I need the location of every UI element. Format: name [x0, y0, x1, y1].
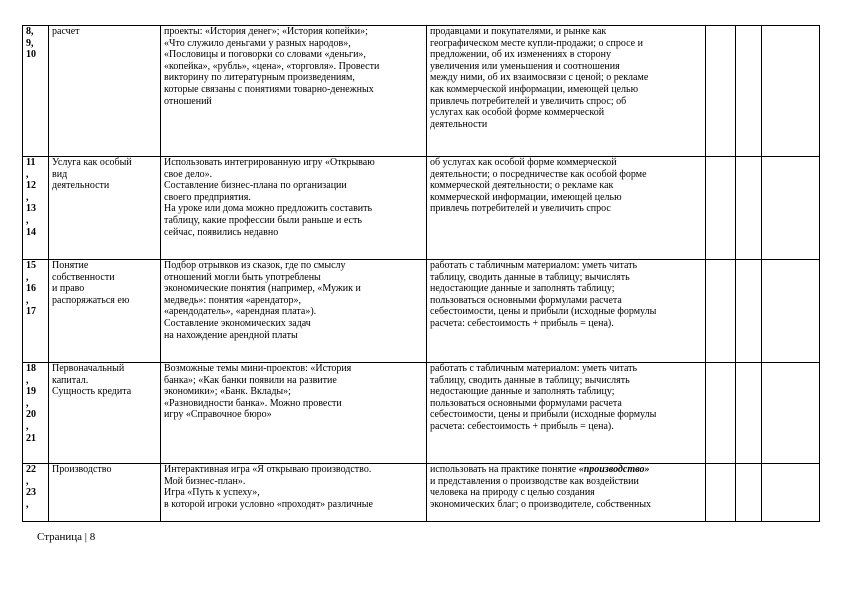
text-line: коммерческой информации, имеющей целью: [430, 191, 622, 203]
text-line: деятельности; о посредничестве как особой форме: [430, 168, 647, 180]
outcomes-emphasis: «производство»: [578, 464, 650, 475]
text-line: продавцами и покупателями, и рынке как: [430, 26, 607, 37]
text-line: экономики»; «Банк. Вклады»;: [164, 386, 291, 398]
empty-cell: [762, 464, 820, 522]
lesson-numbers: [23, 157, 49, 260]
text-line: Сущность кредита: [52, 386, 132, 398]
text-line: услугах как особой форме коммерческой: [430, 107, 605, 119]
text-line: привлечь потребителей и увеличить спрос: [430, 203, 611, 215]
empty-cell: [762, 157, 820, 260]
text-line: и право: [52, 283, 85, 295]
empty-cell: [706, 260, 736, 363]
text-line: экономические понятия (например, «Мужик и: [164, 283, 361, 295]
lesson-number-line: ,: [26, 214, 29, 226]
text-line: недостающие данные и заполнять таблицу;: [430, 283, 615, 295]
activities-cell: [161, 260, 427, 363]
lesson-number-line: 18: [26, 363, 36, 374]
text-line: на нахождение арендной платы: [164, 329, 298, 341]
text-line: вид: [52, 168, 68, 180]
text-line: «копейка», «рубль», «цена», «торговля». Провести: [164, 60, 380, 72]
text-line: которые связаны с понятиями товарно-денежных: [164, 83, 374, 95]
text-line: увеличения или уменьшения и соотношения: [430, 60, 620, 72]
text-line: коммерческой деятельности; о рекламе как: [430, 180, 614, 192]
empty-cell: [706, 464, 736, 522]
text-line: себестоимости, цены и прибыли (исходные формулы: [430, 306, 657, 318]
lesson-number-line: 11: [26, 157, 36, 168]
text-line: На уроке или дома можно предложить составить: [164, 203, 373, 215]
topic-cell: [49, 464, 161, 522]
text-line: медведь»: понятия «арендатор»,: [164, 294, 301, 306]
text-line: пользоваться основными формулами расчета: [430, 397, 622, 409]
text-line: Использовать интегрированную игру «Открываю: [164, 157, 375, 168]
outcomes-cell: [427, 157, 706, 260]
lesson-number-line: 10: [26, 49, 36, 61]
text-line: своего предприятия.: [164, 191, 251, 203]
lesson-number-line: 12: [26, 180, 36, 192]
text-line: банка»; «Как банки появили на развитие: [164, 374, 337, 386]
text-line: собственности: [52, 271, 115, 283]
text-line: географическом месте купли-продажи; о спросе и: [430, 37, 643, 49]
text-line: Составление бизнес-плана по организации: [164, 180, 347, 192]
empty-cell: [706, 363, 736, 464]
lesson-numbers: [23, 464, 49, 522]
empty-cell: [736, 464, 762, 522]
lesson-numbers: [23, 260, 49, 363]
lesson-number-line: ,: [26, 294, 29, 306]
outcomes-cell: [427, 26, 706, 157]
text-line: Услуга как особый: [52, 157, 132, 168]
text-line: и представления о производстве как воздействии: [430, 475, 639, 487]
text-line: предложении, об их изменениях в сторону: [430, 49, 611, 61]
text-line: «Разновидности банка». Можно провести: [164, 397, 342, 409]
text-line: отношений могли быть употреблены: [164, 271, 321, 283]
text-line: сейчас, появились недавно: [164, 226, 279, 238]
lesson-number-line: ,: [26, 168, 29, 180]
empty-cell: [736, 363, 762, 464]
text-line: Возможные темы мини-проектов: «История: [164, 363, 352, 374]
empty-cell: [736, 26, 762, 157]
lesson-number-line: ,: [26, 475, 29, 487]
text-line: Мой бизнес-план».: [164, 475, 246, 487]
empty-cell: [706, 157, 736, 260]
text-line: человека на природу с целью создания: [430, 487, 595, 499]
text-line: деятельности: [430, 118, 488, 130]
empty-cell: [762, 260, 820, 363]
text-line: как коммерческой информации, имеющей целью: [430, 83, 639, 95]
text-line: работать с табличным материалом: уметь читать: [430, 363, 638, 374]
outcomes-cell: [427, 363, 706, 464]
text-line: таблицу, какие профессии были раньше и есть: [164, 214, 362, 226]
text-line: Игра «Путь к успеху»,: [164, 487, 260, 499]
table-row: [23, 26, 820, 157]
lesson-number-line: 16: [26, 283, 36, 295]
text-line: деятельности: [52, 180, 110, 192]
text-line: Интерактивная игра «Я открываю производство.: [164, 464, 372, 475]
text-line: привлечь потребителей и увеличить спрос; об: [430, 95, 627, 107]
text-line: расчет: [52, 26, 80, 37]
text-line: Составление экономических задач: [164, 317, 311, 329]
text-line: расчета: себестоимость + прибыль = цена).: [430, 420, 614, 432]
topic-cell: [49, 260, 161, 363]
text-line: игру «Справочное бюро»: [164, 409, 272, 421]
empty-cell: [736, 260, 762, 363]
outcomes-cell: [427, 464, 706, 522]
text-line: капитал.: [52, 374, 89, 386]
lesson-number-line: 21: [26, 432, 36, 444]
topic-cell: [49, 26, 161, 157]
lesson-number-line: 13: [26, 203, 36, 215]
text-line: Производство: [52, 464, 112, 475]
curriculum-table: [22, 25, 820, 522]
activities-cell: [161, 464, 427, 522]
topic-cell: [49, 157, 161, 260]
empty-cell: [762, 26, 820, 157]
activities-cell: [161, 363, 427, 464]
text-line: между ними, об их взаимосвязи с ценой; о рекламе: [430, 72, 649, 84]
activities-cell: [161, 157, 427, 260]
table-body: [23, 26, 820, 522]
lesson-number-line: 19: [26, 386, 36, 398]
text-line: расчета: себестоимость + прибыль = цена).: [430, 317, 614, 329]
outcomes-cell: [427, 260, 706, 363]
text-line: проекты: «История денег»; «История копейки»;: [164, 26, 368, 37]
text-line: Первоначальный: [52, 363, 125, 374]
lesson-numbers: [23, 363, 49, 464]
lesson-number-line: 17: [26, 306, 36, 318]
outcomes-lead: использовать на практике понятие: [430, 464, 579, 475]
empty-cell: [762, 363, 820, 464]
lesson-number-line: 22: [26, 464, 36, 475]
lesson-numbers: [23, 26, 49, 157]
text-line: викторину по литературным произведениям,: [164, 72, 355, 84]
lesson-number-line: ,: [26, 397, 29, 409]
text-line: экономических благ; о производителе, собственных: [430, 498, 652, 510]
text-line: «арендодатель», «арендная плата»).: [164, 306, 317, 318]
table-row: [23, 363, 820, 464]
text-line: распоряжаться ею: [52, 294, 130, 306]
lesson-number-line: 20: [26, 409, 36, 421]
text-line: работать с табличным материалом: уметь читать: [430, 260, 638, 271]
text-line: «Пословицы и поговорки со словами «деньги»,: [164, 49, 366, 61]
text-line: отношений: [164, 95, 212, 107]
text-line: об услугах как особой форме коммерческой: [430, 157, 617, 168]
lesson-number-line: 15: [26, 260, 36, 271]
lesson-number-line: ,: [26, 374, 29, 386]
lesson-number-line: 9,: [26, 37, 34, 49]
text-line: Понятие: [52, 260, 89, 271]
text-line: себестоимости, цены и прибыли (исходные формулы: [430, 409, 657, 421]
text-line: «Что служило деньгами у разных народов»,: [164, 37, 351, 49]
table-row: [23, 260, 820, 363]
empty-cell: [736, 157, 762, 260]
empty-cell: [706, 26, 736, 157]
lesson-number-line: ,: [26, 498, 29, 510]
lesson-number-line: ,: [26, 420, 29, 432]
lesson-number-line: ,: [26, 271, 29, 283]
activities-cell: [161, 26, 427, 157]
page-footer: Страница | 8: [37, 531, 96, 543]
lesson-number-line: 8,: [26, 26, 34, 37]
text-line: недостающие данные и заполнять таблицу;: [430, 386, 615, 398]
table-row: [23, 157, 820, 260]
text-line: таблицу, сводить данные в таблицу; вычислять: [430, 374, 630, 386]
text-line: таблицу, сводить данные в таблицу; вычислять: [430, 271, 630, 283]
text-line: свое дело».: [164, 168, 213, 180]
text-line: пользоваться основными формулами расчета: [430, 294, 622, 306]
text-line: в которой игроки условно «проходят» различные: [164, 498, 373, 510]
lesson-number-line: 14: [26, 226, 36, 238]
lesson-number-line: 23: [26, 487, 36, 499]
lesson-number-line: ,: [26, 191, 29, 203]
text-line: Подбор отрывков из сказок, где по смыслу: [164, 260, 346, 271]
topic-cell: [49, 363, 161, 464]
table-row: [23, 464, 820, 522]
